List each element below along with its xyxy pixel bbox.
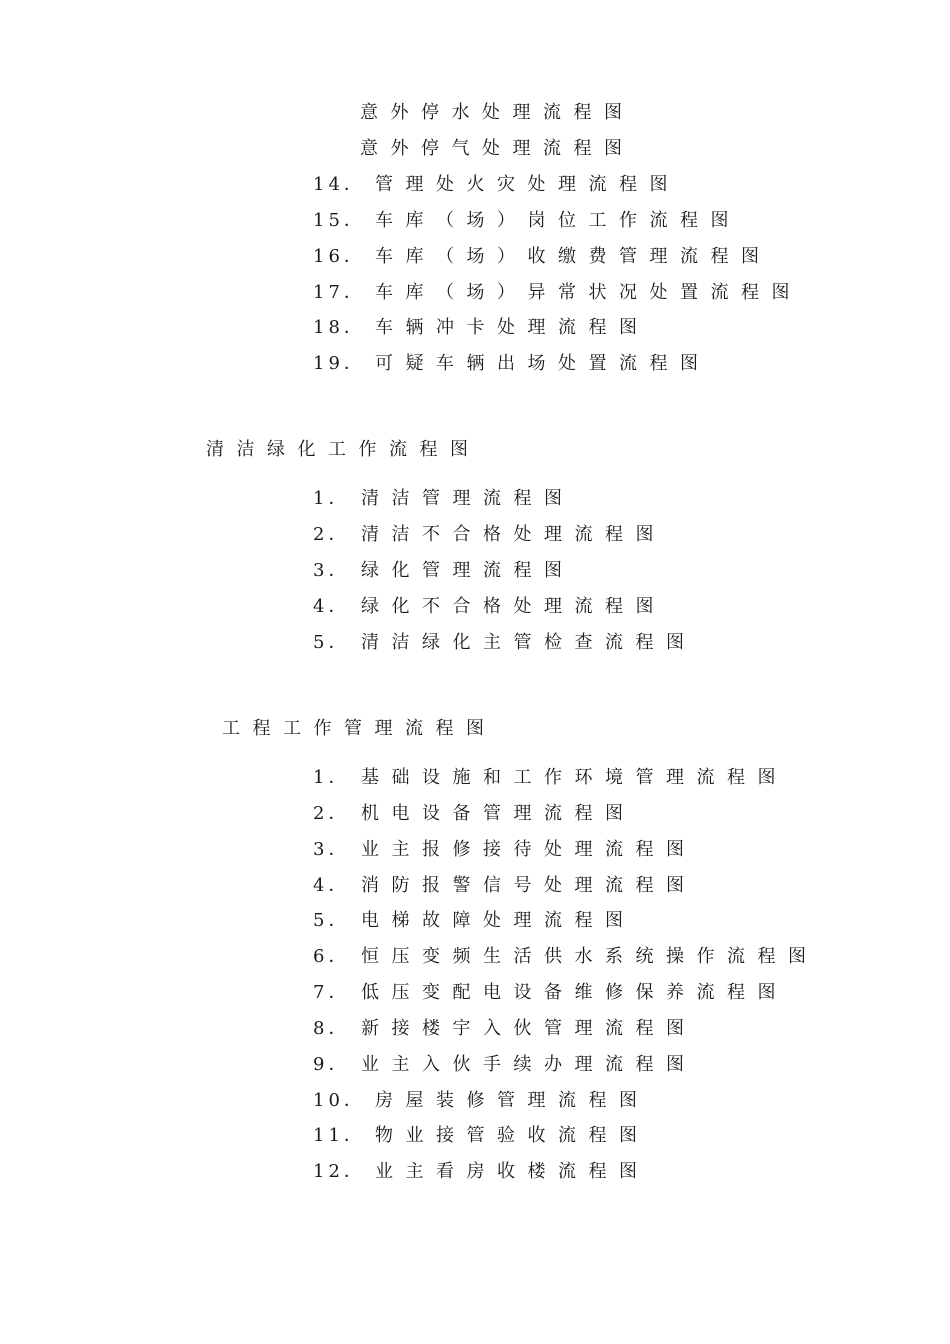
item-text: 基础设施和工作环境管理流程图 xyxy=(361,767,788,788)
item-number: 9． xyxy=(313,1054,351,1075)
item-text: 车库（场）收缴费管理流程图 xyxy=(375,246,772,267)
item-text: 新接楼宇入伙管理流程图 xyxy=(361,1018,697,1039)
list-item xyxy=(313,1089,650,1113)
item-number: 1． xyxy=(313,488,351,509)
list-item xyxy=(313,316,650,340)
item-number: 3． xyxy=(313,560,351,581)
item-number: 19． xyxy=(313,353,366,374)
item-text: 管理处火灾处理流程图 xyxy=(375,174,680,195)
item-text: 业主报修接待处理流程图 xyxy=(361,839,697,860)
item-text: 清洁管理流程图 xyxy=(361,488,575,509)
list-item xyxy=(360,101,635,125)
list-item xyxy=(360,137,635,161)
item-number: 14． xyxy=(313,174,366,195)
item-text: 恒压变频生活供水系统操作流程图 xyxy=(361,946,819,967)
item-number: 5． xyxy=(313,632,351,653)
list-item xyxy=(313,487,575,511)
item-text: 意外停气处理流程图 xyxy=(360,138,635,159)
section-heading-cleaning: 清洁绿化工作流程图 xyxy=(206,439,481,460)
item-text: 房屋装修管理流程图 xyxy=(375,1090,650,1111)
list-item xyxy=(313,559,575,583)
item-number: 4． xyxy=(313,596,351,617)
item-text: 低压变配电设备维修保养流程图 xyxy=(361,982,788,1003)
section-heading-engineering: 工程工作管理流程图 xyxy=(222,718,497,739)
item-text: 车库（场）岗位工作流程图 xyxy=(375,210,741,231)
item-text: 可疑车辆出场处置流程图 xyxy=(375,353,711,374)
list-item xyxy=(313,173,680,197)
item-number: 8． xyxy=(313,1018,351,1039)
item-text: 机电设备管理流程图 xyxy=(361,803,636,824)
item-text: 物业接管验收流程图 xyxy=(375,1125,650,1146)
item-number: 4． xyxy=(313,875,351,896)
list-item xyxy=(313,766,788,790)
list-item xyxy=(313,1017,697,1041)
item-number: 18． xyxy=(313,317,366,338)
item-text: 电梯故障处理流程图 xyxy=(361,910,636,931)
item-number: 12． xyxy=(313,1161,366,1182)
list-item xyxy=(313,595,666,619)
item-number: 15． xyxy=(313,210,366,231)
list-item xyxy=(313,631,697,655)
item-text: 消防报警信号处理流程图 xyxy=(361,875,697,896)
item-number: 2． xyxy=(313,524,351,545)
item-text: 绿化不合格处理流程图 xyxy=(361,596,666,617)
item-text: 绿化管理流程图 xyxy=(361,560,575,581)
list-item xyxy=(313,1053,697,1077)
list-item xyxy=(313,245,772,269)
item-text: 车库（场）异常状况处置流程图 xyxy=(375,282,802,303)
item-text: 车辆冲卡处理流程图 xyxy=(375,317,650,338)
list-item xyxy=(313,945,819,969)
list-item xyxy=(313,1124,650,1148)
item-text: 清洁绿化主管检查流程图 xyxy=(361,632,697,653)
item-number: 10． xyxy=(313,1090,366,1111)
list-item xyxy=(313,874,697,898)
item-number: 1． xyxy=(313,767,351,788)
list-item xyxy=(313,802,636,826)
list-item xyxy=(313,281,802,305)
item-text: 业主入伙手续办理流程图 xyxy=(361,1054,697,1075)
item-number: 6． xyxy=(313,946,351,967)
list-item xyxy=(313,1160,650,1184)
item-number: 17． xyxy=(313,282,366,303)
item-number: 3． xyxy=(313,839,351,860)
item-number: 11． xyxy=(313,1125,366,1146)
item-text: 清洁不合格处理流程图 xyxy=(361,524,666,545)
item-text: 业主看房收楼流程图 xyxy=(375,1161,650,1182)
list-item xyxy=(313,981,788,1005)
item-text: 意外停水处理流程图 xyxy=(360,102,635,123)
item-number: 16． xyxy=(313,246,366,267)
item-number: 2． xyxy=(313,803,351,824)
item-number: 5． xyxy=(313,910,351,931)
list-item xyxy=(313,209,741,233)
list-item xyxy=(313,838,697,862)
list-item xyxy=(313,909,636,933)
list-item xyxy=(313,523,666,547)
list-item xyxy=(313,352,711,376)
item-number: 7． xyxy=(313,982,351,1003)
